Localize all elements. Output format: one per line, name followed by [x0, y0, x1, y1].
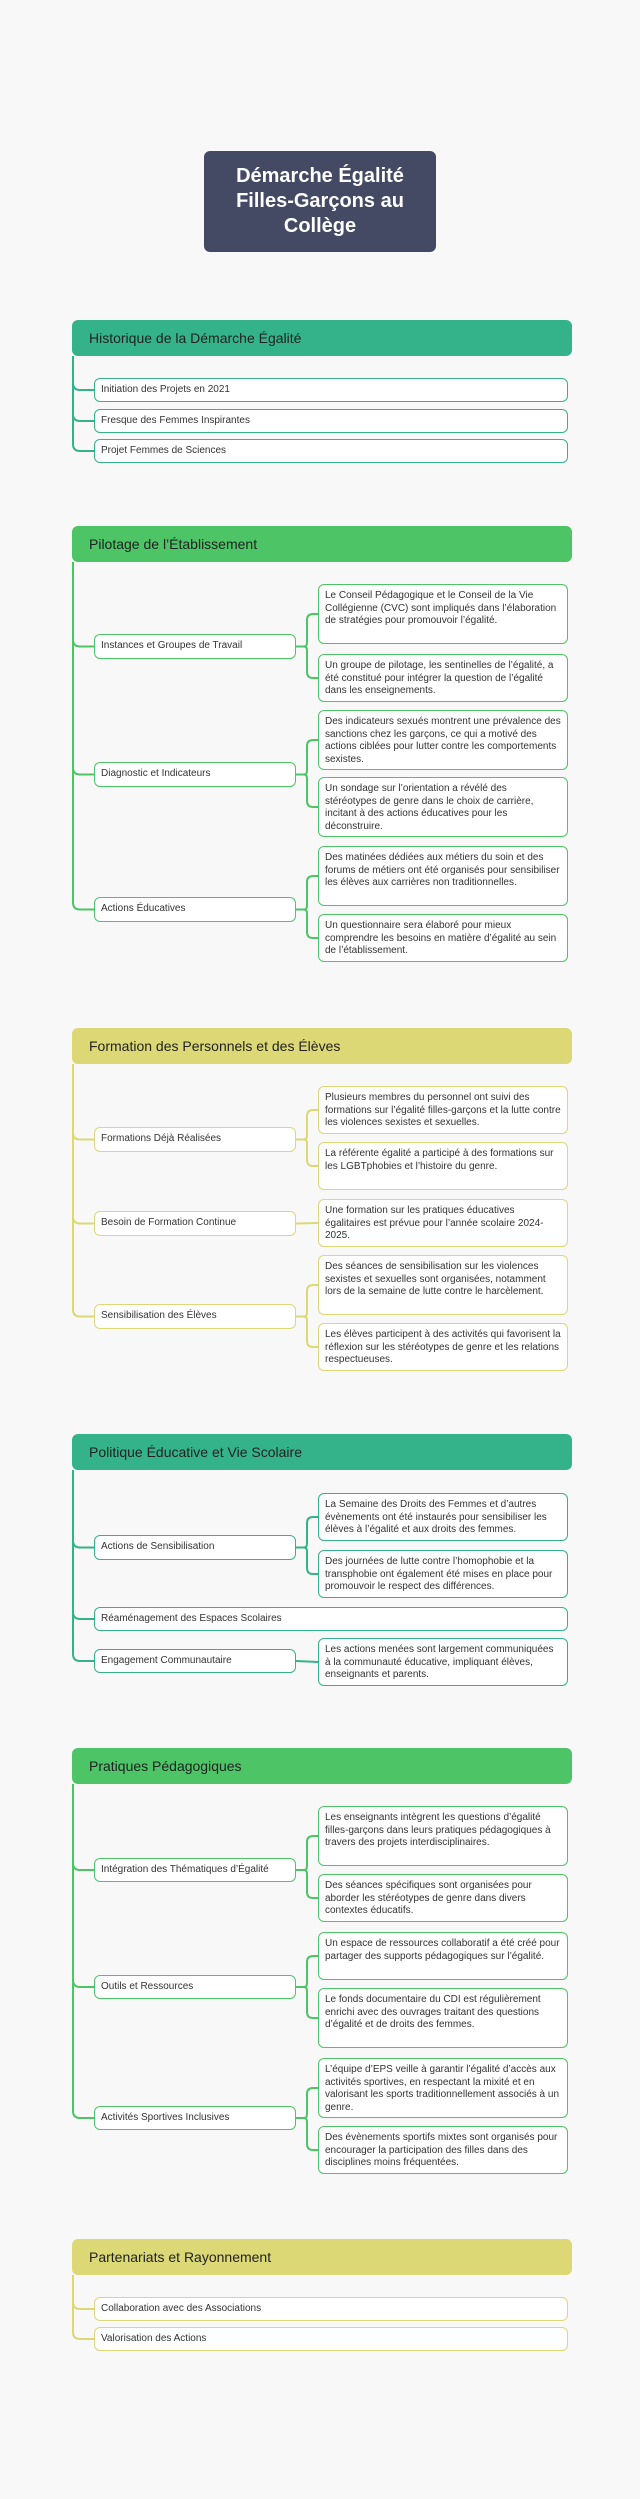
detail-note: Des séances spécifiques sont organisées pour aborder les stéréotypes de genre dans divers contextes éducatifs.	[318, 1874, 568, 1922]
branch-activites-sportives-inclusives[interactable]: Activités Sportives Inclusives	[94, 2106, 296, 2130]
branch-besoin-de-formation-continue[interactable]: Besoin de Formation Continue	[94, 1211, 296, 1236]
branch-reamenagement-des-espaces-scolaires[interactable]: Réaménagement des Espaces Scolaires	[94, 1607, 568, 1631]
branch-connector	[73, 1470, 94, 1548]
branch-valorisation-des-actions[interactable]: Valorisation des Actions	[94, 2327, 568, 2351]
detail-connector	[296, 775, 318, 808]
detail-connector	[296, 1517, 318, 1548]
detail-note: Plusieurs membres du personnel ont suivi des formations sur l’égalité filles-garçons et la lutte contre les violences sexistes et sexuelles.	[318, 1086, 568, 1134]
detail-connector	[296, 2118, 318, 2150]
detail-note: Des évènements sportifs mixtes sont organisés pour encourager la participation des filles dans des disciplines moins fréquentées.	[318, 2126, 568, 2174]
branch-sensibilisation-des-eleves[interactable]: Sensibilisation des Élèves	[94, 1304, 296, 1329]
detail-note: Un groupe de pilotage, les sentinelles de l’égalité, a été constitué pour intégrer la question de l’égalité dans les enseignements.	[318, 654, 568, 702]
branch-connector	[73, 1470, 94, 1661]
detail-note: Les actions menées sont largement communiquées à la communauté éducative, impliquant élèves, enseignants et parents.	[318, 1638, 568, 1686]
section-pilotage-de-l-etablissement[interactable]: Pilotage de l’Établissement	[72, 526, 572, 562]
detail-note: Des matinées dédiées aux métiers du soin et des forums de métiers ont été organisés pour sensibiliser les élèves aux carrières non traditionnelles.	[318, 846, 568, 906]
detail-connector	[296, 1223, 318, 1224]
section-formation-des-personnels-et-des-eleves[interactable]: Formation des Personnels et des Élèves	[72, 1028, 572, 1064]
detail-note: Une formation sur les pratiques éducatives égalitaires est prévue pour l’année scolaire 2024-2025.	[318, 1199, 568, 1247]
detail-connector	[296, 1661, 318, 1662]
branch-projet-femmes-de-sciences[interactable]: Projet Femmes de Sciences	[94, 439, 568, 463]
branch-formations-deja-realisees[interactable]: Formations Déjà Réalisées	[94, 1127, 296, 1152]
branch-instances-et-groupes-de-travail[interactable]: Instances et Groupes de Travail	[94, 634, 296, 659]
section-historique-de-la-demarche-egalite[interactable]: Historique de la Démarche Égalité	[72, 320, 572, 356]
branch-actions-educatives[interactable]: Actions Éducatives	[94, 897, 296, 922]
detail-connector	[296, 910, 318, 939]
detail-connector	[296, 876, 318, 910]
detail-note: Un questionnaire sera élaboré pour mieux comprendre les besoins en matière d’égalité au sein de l’établissement.	[318, 914, 568, 962]
section-partenariats-et-rayonnement[interactable]: Partenariats et Rayonnement	[72, 2239, 572, 2275]
branch-connector	[73, 2275, 94, 2339]
detail-note: Le Conseil Pédagogique et le Conseil de la Vie Collégienne (CVC) sont impliqués dans l’élaboration de stratégies pour promouvoir l’égalité.	[318, 584, 568, 644]
branch-connector	[73, 562, 94, 910]
branch-fresque-des-femmes-inspirantes[interactable]: Fresque des Femmes Inspirantes	[94, 409, 568, 433]
branch-connector	[73, 1784, 94, 2118]
detail-note: Des indicateurs sexués montrent une prévalence des sanctions chez les garçons, ce qui a motivé des actions ciblées pour lutter contre les comportements sexistes.	[318, 710, 568, 770]
branch-connector	[73, 1064, 94, 1224]
branch-integration-des-thematiques-d-egalite[interactable]: Intégration des Thématiques d’Égalité	[94, 1858, 296, 1882]
detail-connector	[296, 740, 318, 775]
detail-connector	[296, 1870, 318, 1898]
branch-actions-de-sensibilisation[interactable]: Actions de Sensibilisation	[94, 1535, 296, 1560]
detail-note: Un sondage sur l’orientation a révélé des stéréotypes de genre dans le choix de carrière, incitant à des actions éducatives pour les déconstruire.	[318, 777, 568, 837]
branch-connector	[73, 1784, 94, 1987]
branch-connector	[73, 562, 94, 775]
branch-connector	[73, 1784, 94, 1870]
section-pratiques-pedagogiques[interactable]: Pratiques Pédagogiques	[72, 1748, 572, 1784]
detail-connector	[296, 1836, 318, 1870]
detail-note: L’équipe d’EPS veille à garantir l’égalité d’accès aux activités sportives, en respectant la mixité et en valorisant les sports traditionnellement associés à un genre.	[318, 2058, 568, 2118]
branch-diagnostic-et-indicateurs[interactable]: Diagnostic et Indicateurs	[94, 762, 296, 787]
detail-note: Des séances de sensibilisation sur les violences sexistes et sexuelles sont organisées, notamment lors de la semaine de lutte contre le harcèlement.	[318, 1255, 568, 1315]
detail-note: La référente égalité a participé à des formations sur les LGBTphobies et l’histoire du genre.	[318, 1142, 568, 1190]
detail-connector	[296, 1987, 318, 2018]
detail-note: Les enseignants intègrent les questions d’égalité filles-garçons dans leurs pratiques pédagogiques à travers des projets interdisciplinaires.	[318, 1806, 568, 1866]
detail-connector	[296, 1140, 318, 1167]
detail-connector	[296, 1317, 318, 1348]
branch-connector	[73, 356, 94, 390]
detail-connector	[296, 647, 318, 679]
branch-engagement-communautaire[interactable]: Engagement Communautaire	[94, 1649, 296, 1673]
branch-initiation-des-projets-en-2021[interactable]: Initiation des Projets en 2021	[94, 378, 568, 402]
detail-connector	[296, 614, 318, 647]
detail-connector	[296, 1956, 318, 1987]
branch-connector	[73, 1470, 94, 1619]
detail-note: La Semaine des Droits des Femmes et d’autres évènements ont été instaurés pour sensibiliser les élèves à l’égalité et aux droits des femmes.	[318, 1493, 568, 1541]
detail-connector	[296, 2088, 318, 2118]
branch-connector	[73, 1064, 94, 1140]
detail-connector	[296, 1110, 318, 1140]
detail-connector	[296, 1285, 318, 1317]
detail-note: Le fonds documentaire du CDI est régulièrement enrichi avec des ouvrages traitant des questions d’égalité et de droits des femmes.	[318, 1988, 568, 2048]
branch-collaboration-avec-des-associations[interactable]: Collaboration avec des Associations	[94, 2297, 568, 2321]
detail-note: Des journées de lutte contre l’homophobie et la transphobie ont également été mises en place pour promouvoir le respect des différences.	[318, 1550, 568, 1598]
detail-connector	[296, 1548, 318, 1575]
detail-note: Les élèves participent à des activités qui favorisent la réflexion sur les stéréotypes de genre et les relations respectueuses.	[318, 1323, 568, 1371]
branch-connector	[73, 356, 94, 451]
mindmap-root-title: Démarche Égalité Filles-Garçons au Collège	[204, 151, 436, 252]
branch-outils-et-ressources[interactable]: Outils et Ressources	[94, 1975, 296, 1999]
section-politique-educative-et-vie-scolaire[interactable]: Politique Éducative et Vie Scolaire	[72, 1434, 572, 1470]
branch-connector	[73, 562, 94, 647]
branch-connector	[73, 2275, 94, 2309]
detail-note: Un espace de ressources collaboratif a été créé pour partager des supports pédagogiques sur l’égalité.	[318, 1932, 568, 1980]
branch-connector	[73, 1064, 94, 1317]
